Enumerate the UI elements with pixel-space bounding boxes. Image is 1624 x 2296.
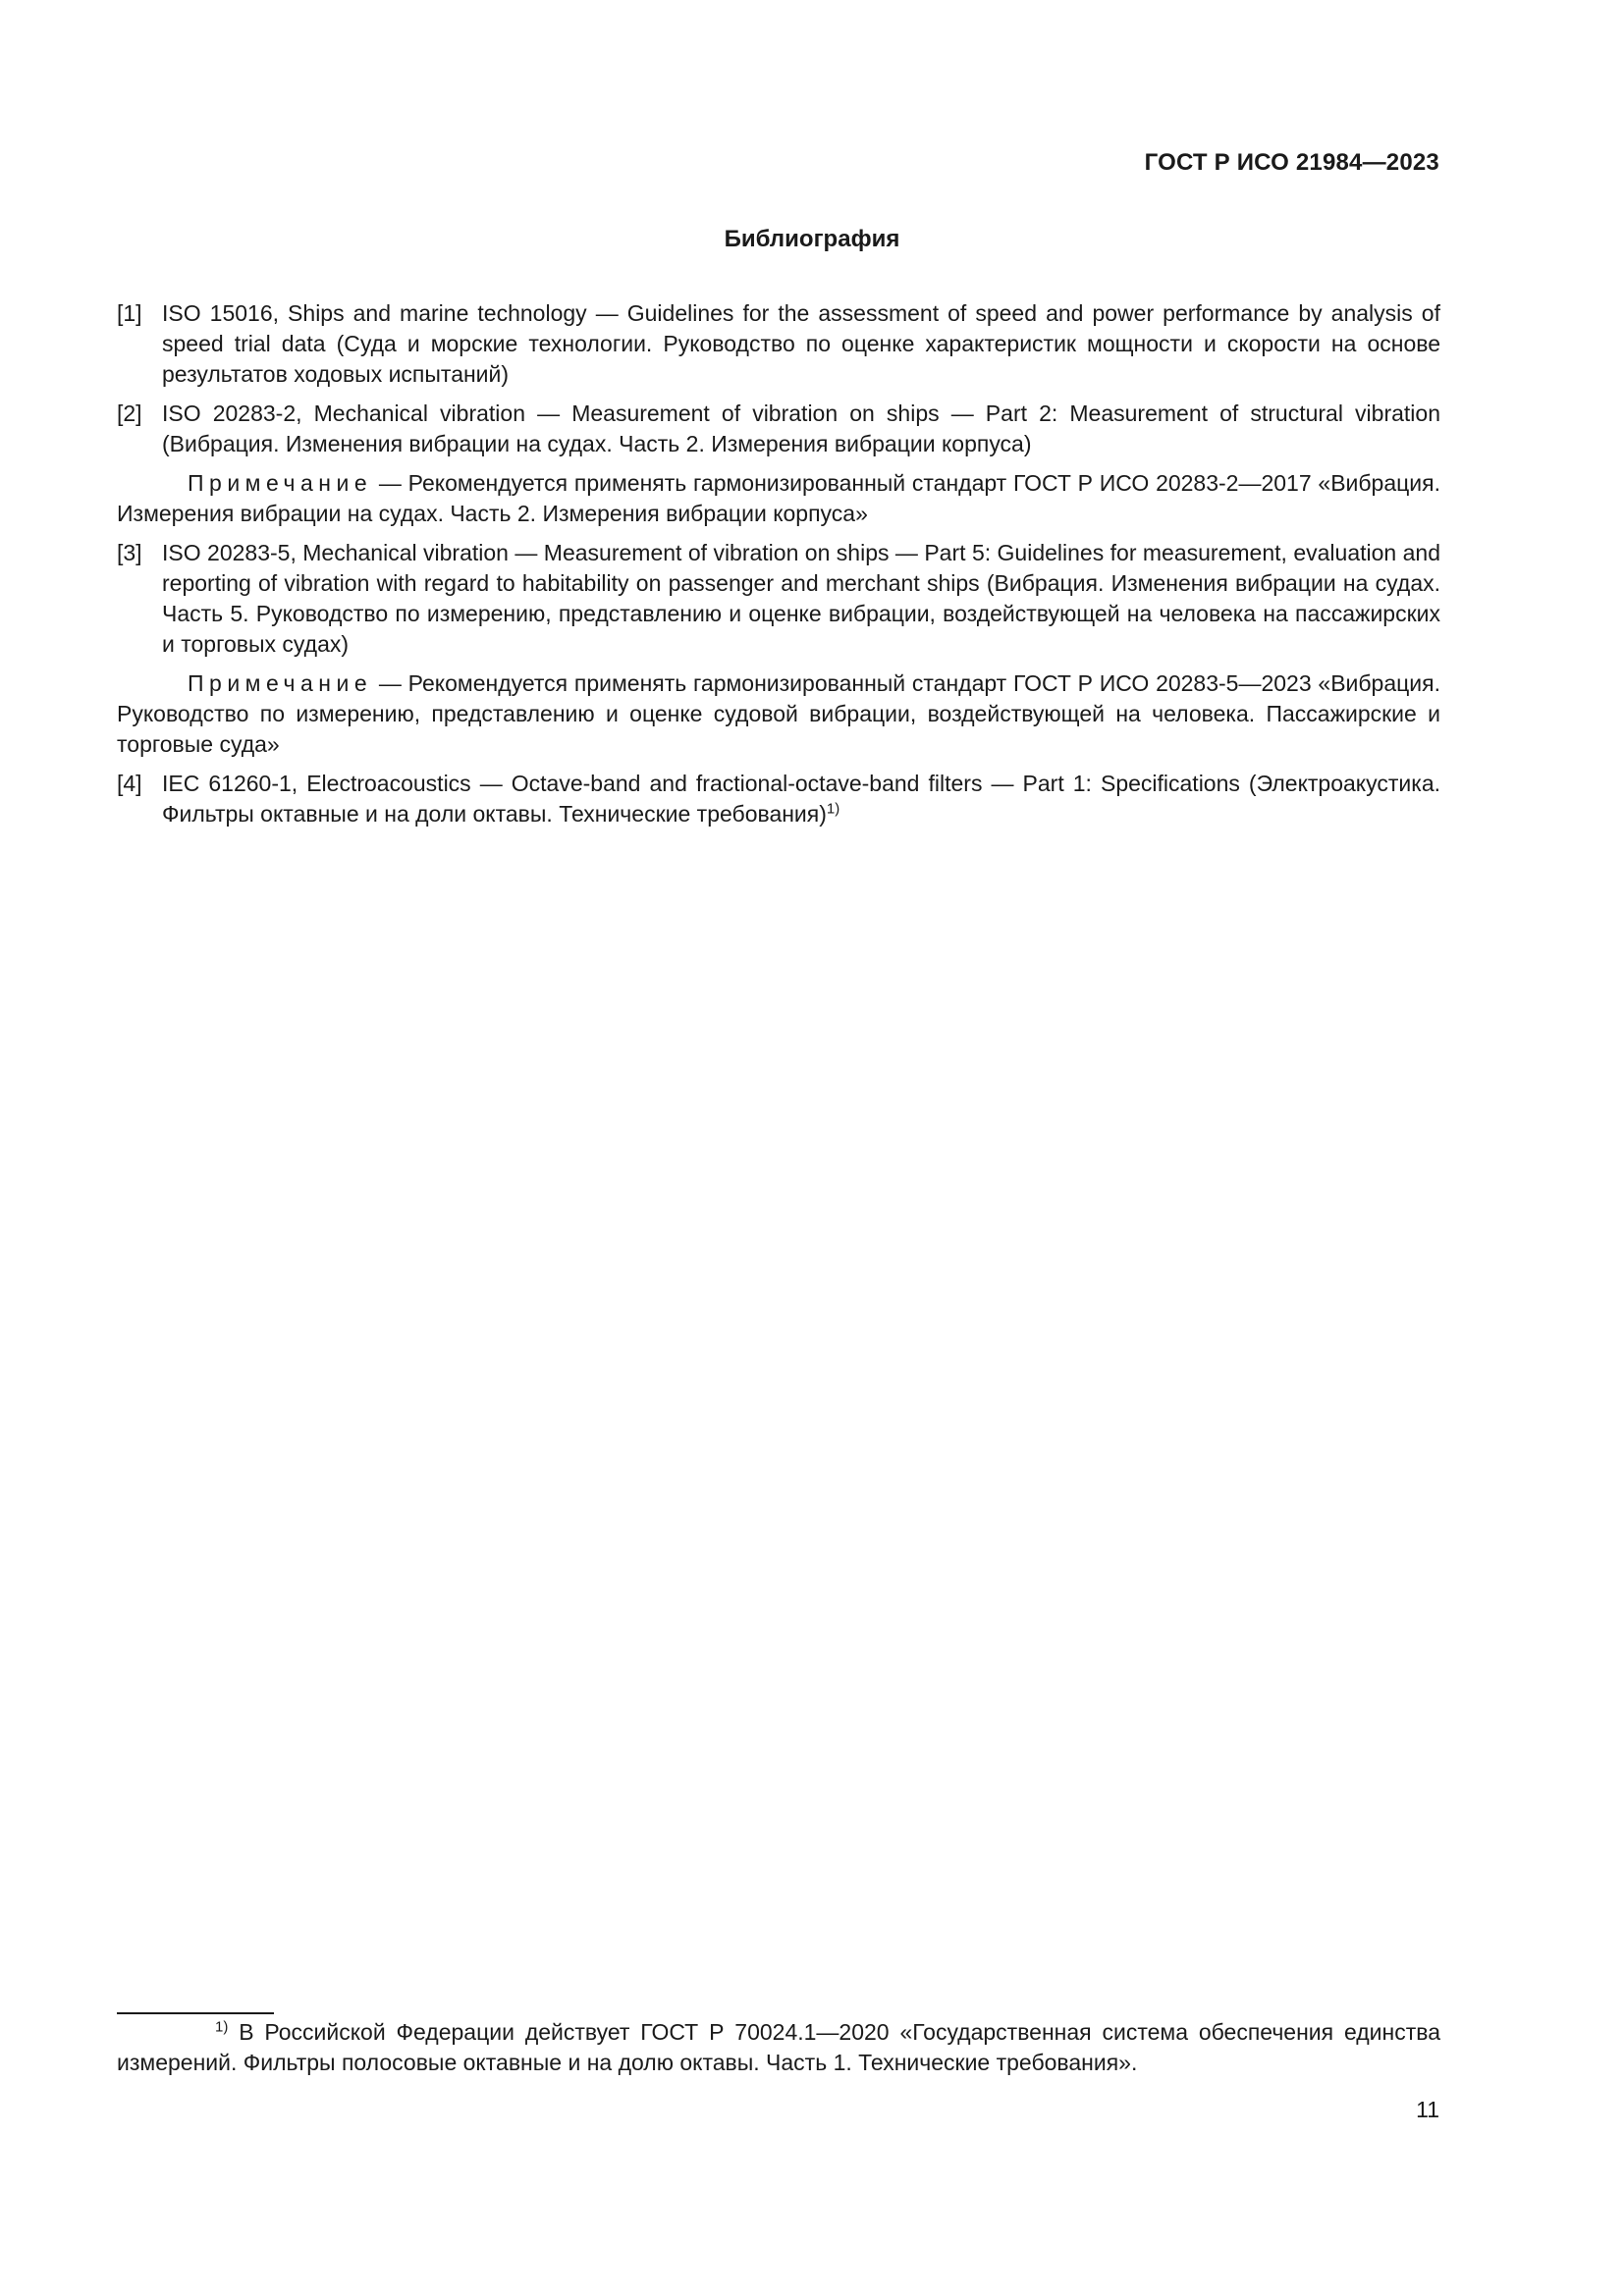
note-label: Примечание — [188, 670, 373, 696]
reference-item-3 — [117, 538, 1440, 660]
reference-text: IEC 61260-1, Electroacoustics — Octave-band and fractional-octave-band filters — Part 1: Specifications (Электроакустика. Фильтры октавные и на доли октавы. Технические требования) — [162, 771, 1440, 827]
document-header-id: ГОСТ Р ИСО 21984—2023 — [1144, 149, 1439, 176]
footnote-text: В Российской Федерации действует ГОСТ Р 70024.1—2020 «Государственная система обеспечения единства измерений. Фильтры полосовые октавные и на долю октавы. Часть 1. Технические требования». — [117, 2019, 1440, 2075]
reference-note-2 — [117, 668, 1440, 760]
reference-item-1 — [117, 298, 1440, 390]
bibliography-list — [117, 298, 1440, 838]
note-text: — Рекомендуется применять гармонизированный стандарт ГОСТ Р ИСО 20283-5—2023 «Вибрация. Руководство по измерению, представлению и оценке судовой вибрации, воздействующей на человека. Пассажирские и торговые суда» — [117, 670, 1440, 757]
footnote-marker: 1) — [215, 2018, 229, 2036]
reference-item-4 — [117, 769, 1440, 829]
reference-text: ISO 20283-5, Mechanical vibration — Measurement of vibration on ships — Part 5: Guidelines for measurement, evaluation and reporting of vibration with regard to habitability on passenger and merchant ships (Вибрация. Изменения вибрации на судах. Часть 5. Руководство по измерению, представлению и оценке вибрации, воздействующей на человека на пассажирских и торговых судах) — [162, 540, 1440, 657]
page-title: Библиография — [724, 226, 900, 252]
reference-text: ISO 15016, Ships and marine technology — Guidelines for the assessment of speed and power performance by analysis of speed trial data (Суда и морские технологии. Руководство по оценке характеристик мощности и скорости на основе результатов ходовых испытаний) — [162, 300, 1440, 387]
reference-note-1 — [117, 468, 1440, 529]
page-number: 11 — [1416, 2097, 1439, 2122]
note-label: Примечание — [188, 470, 373, 496]
reference-number: [1] — [117, 300, 142, 326]
note-text: — Рекомендуется применять гармонизированный стандарт ГОСТ Р ИСО 20283-2—2017 «Вибрация. Измерения вибрации на судах. Часть 2. Измерения вибрации корпуса» — [117, 470, 1440, 526]
reference-item-2 — [117, 399, 1440, 459]
footnote-separator — [117, 2012, 274, 2014]
footnote-reference-marker: 1) — [826, 800, 840, 818]
reference-text: ISO 20283-2, Mechanical vibration — Measurement of vibration on ships — Part 2: Measurement of structural vibration (Вибрация. Изменения вибрации на судах. Часть 2. Измерения вибрации корпуса) — [162, 400, 1440, 456]
reference-number: [2] — [117, 400, 142, 426]
reference-number: [4] — [117, 771, 142, 796]
reference-number: [3] — [117, 540, 142, 565]
footnote — [117, 2017, 1440, 2078]
